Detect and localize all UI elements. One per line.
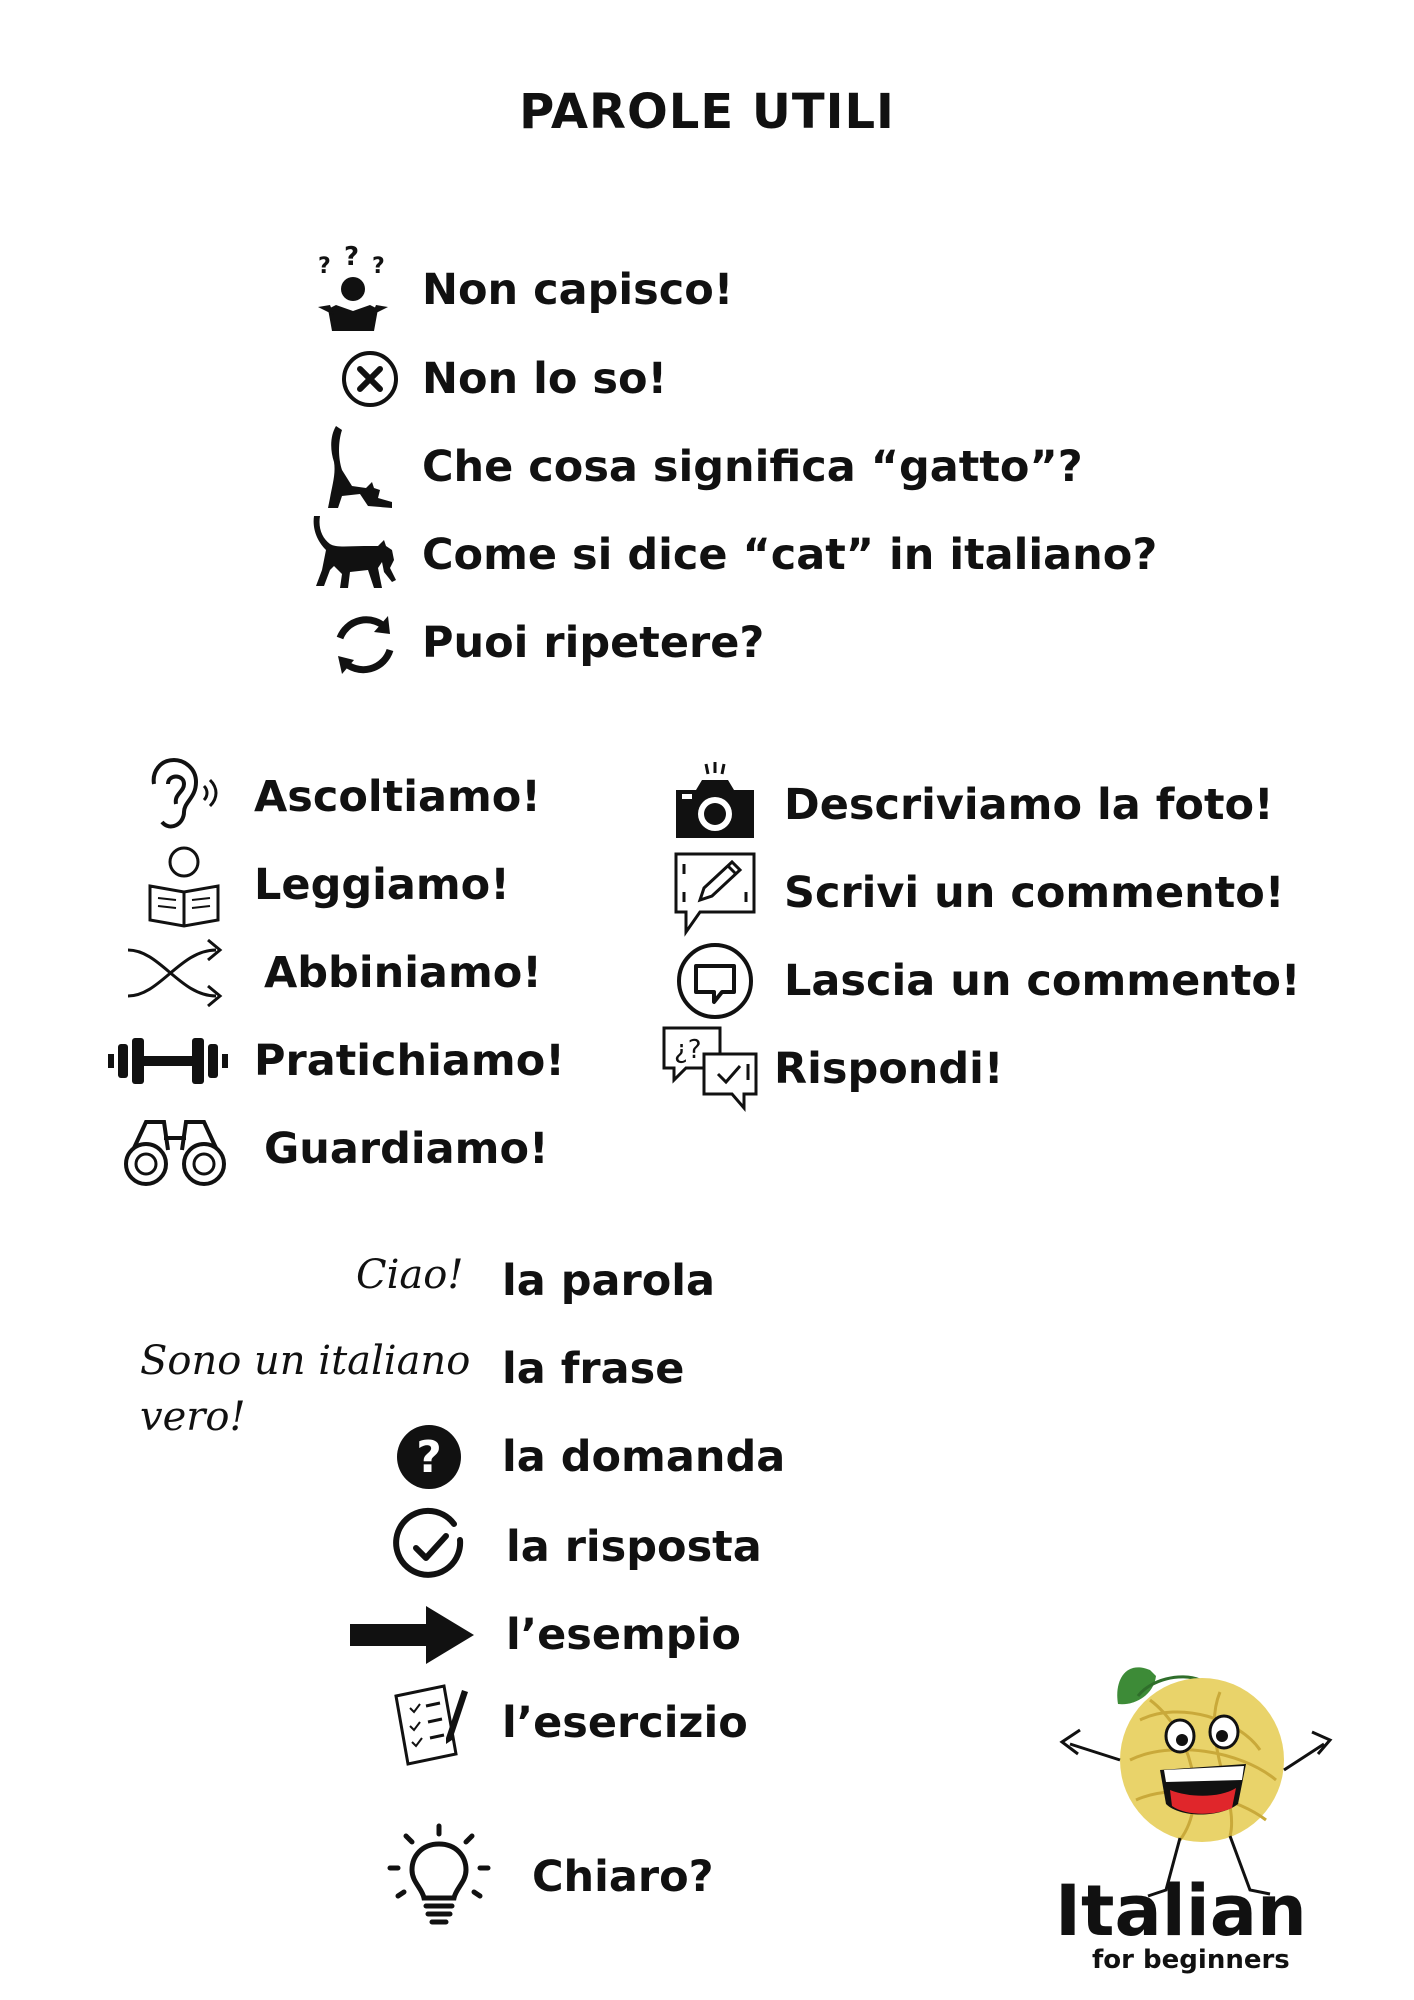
svg-text:¿?: ¿? [674,1035,702,1065]
activity-rispondi: Rispondi! [774,1044,1004,1094]
stretching-cat-icon [308,422,398,512]
logo-wordmark: Italian [1055,1870,1307,1952]
logo-subtitle: for beginners [1092,1945,1290,1975]
refresh-icon [308,598,398,688]
activity-leggiamo: Leggiamo! [254,860,510,910]
vocab-lesercizio: l’esercizio [502,1698,748,1748]
blank-icon-slot [392,1236,482,1326]
phrase-row [308,598,764,688]
check-circle-icon [384,1502,474,1592]
vocab-la-domanda: la domanda [502,1432,786,1482]
activity-row [660,1024,1004,1114]
worksheet-pen-icon [384,1678,474,1768]
vocab-row [384,1678,748,1768]
activity-row [670,848,1284,938]
activity-row [670,760,1274,850]
activity-guardiamo: Guardiamo! [264,1124,549,1174]
phrase-come-si-dice: Come si dice “cat” in italiano? [422,530,1158,580]
activity-scrivi-un-commento: Scrivi un commento! [784,868,1285,918]
svg-text:?: ? [344,245,360,272]
question-circle-icon [384,1412,474,1502]
phrase-che-cosa-significa: Che cosa significa “gatto”? [422,442,1083,492]
page-title: PAROLE UTILI [519,84,895,140]
vocab-la-frase: la frase [502,1344,685,1394]
chat-circle-icon [670,936,760,1026]
walking-cat-icon [308,510,398,600]
script-note-sono-line1: Sono un italiano [140,1338,471,1384]
vocab-la-parola: la parola [502,1256,716,1306]
activity-row [106,1016,565,1106]
blank-icon-slot [392,1324,482,1414]
ear-icon [140,752,230,842]
arrow-right-icon [346,1590,478,1680]
vocab-row [392,1236,715,1326]
activity-pratichiamo: Pratichiamo! [254,1036,565,1086]
question-answer-bubbles-icon [660,1024,760,1114]
reading-person-icon [140,840,230,930]
activity-row [140,840,510,930]
vocab-row [384,1502,762,1592]
svg-text:?: ? [416,1432,442,1483]
svg-text:?: ? [318,254,331,279]
activity-lascia-un-commento: Lascia un commento! [784,956,1301,1006]
vocab-row [392,1324,684,1414]
activity-row [120,928,542,1018]
vocab-la-risposta: la risposta [506,1522,762,1572]
phrase-puoi-ripetere: Puoi ripetere? [422,618,765,668]
phrase-non-lo-so: Non lo so! [422,354,668,404]
activity-row [670,936,1301,1026]
camera-icon [670,760,760,850]
phrase-row [308,422,1083,512]
vocab-lesempio: l’esempio [506,1610,741,1660]
vocab-row [384,1412,785,1502]
shuffle-icon [120,928,230,1018]
phrase-non-capisco: Non capisco! [422,265,734,315]
activity-row [140,752,541,842]
binoculars-icon [120,1104,230,1194]
svg-text:?: ? [372,254,385,279]
activity-row [120,1104,549,1194]
dumbbell-icon [106,1016,230,1106]
activity-abbiniamo: Abbiniamo! [264,948,542,998]
activity-descriviamo-la-foto: Descriviamo la foto! [784,780,1274,830]
phrase-row [308,510,1157,600]
script-note-sono-line2: vero! [140,1394,246,1440]
vocab-row [346,1590,741,1680]
phrase-row [308,245,733,335]
phrase-row [308,334,667,424]
activity-ascoltiamo: Ascoltiamo! [254,772,541,822]
vocab-row [384,1822,714,1932]
pencil-speech-bubble-icon [670,848,760,938]
script-note-ciao: Ciao! [356,1252,464,1298]
vocab-chiaro: Chiaro? [532,1852,714,1902]
x-circle-icon [308,334,398,424]
lightbulb-icon [384,1822,494,1932]
confused-person-icon [308,245,398,335]
